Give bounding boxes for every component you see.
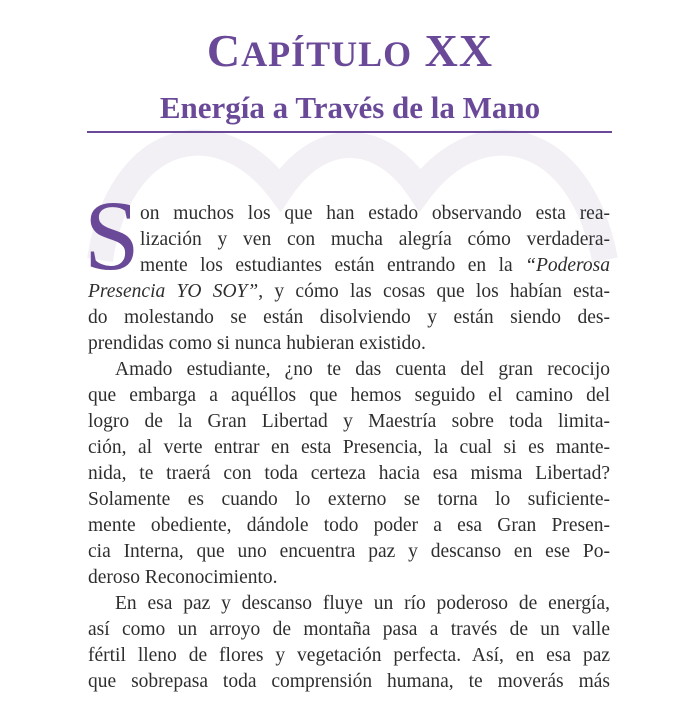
text-line: nida, te traerá con toda certeza hacia esa misma Libertad?	[88, 463, 610, 484]
text-line: fértil lleno de flores y vegetación perfecta. Así, en esa paz	[88, 645, 610, 666]
text-line: prendidas como si nunca hubieran existido.	[88, 333, 426, 354]
text-line: que sobrepasa toda comprensión humana, te moverás más	[88, 671, 610, 692]
text-line: En esa paz y descanso fluye un río poderoso de energía,	[115, 593, 610, 614]
text-line: on muchos los que han estado observando esta rea-	[140, 203, 610, 224]
chapter-number: XX	[424, 25, 494, 76]
text-line: que embarga a aquéllos que hemos seguido el camino del	[88, 385, 610, 406]
text-line: mente los estudiantes están entrando en la “Poderosa	[140, 255, 610, 276]
text-line: lización y ven con mucha alegría cómo verdadera-	[140, 229, 610, 250]
text-line: Amado estudiante, ¿no te das cuenta del gran recocijo	[115, 359, 610, 380]
chapter-subtitle: Energía a Través de la Mano	[159, 90, 541, 125]
text-line: así como un arroyo de montaña pasa a través de un valle	[88, 619, 610, 640]
text-line: deroso Reconocimiento.	[88, 567, 278, 588]
text-line: Solamente es cuando lo externo se torna lo suficiente-	[88, 489, 610, 510]
text-line: Presencia YO SOY”, y cómo las cosas que los habían esta-	[88, 281, 610, 302]
title-divider	[87, 131, 612, 133]
chapter-title-first-letter: C	[206, 25, 242, 76]
text-line: logro de la Gran Libertad y Maestría sobre toda limita-	[88, 411, 610, 432]
chapter-title-rest: APÍTULO	[241, 34, 413, 74]
chapter-title	[0, 25, 700, 76]
text-line: mente obediente, dándole todo poder a esa Gran Presen-	[88, 515, 610, 536]
text-line: cia Interna, que uno encuentra paz y descanso en ese Po-	[88, 541, 610, 562]
text-line: ción, al verte entrar en esta Presencia, la cual si es mante-	[88, 437, 610, 458]
drop-cap: S	[84, 180, 140, 291]
text-line: do molestando se están disolviendo y están siendo des-	[88, 307, 610, 328]
